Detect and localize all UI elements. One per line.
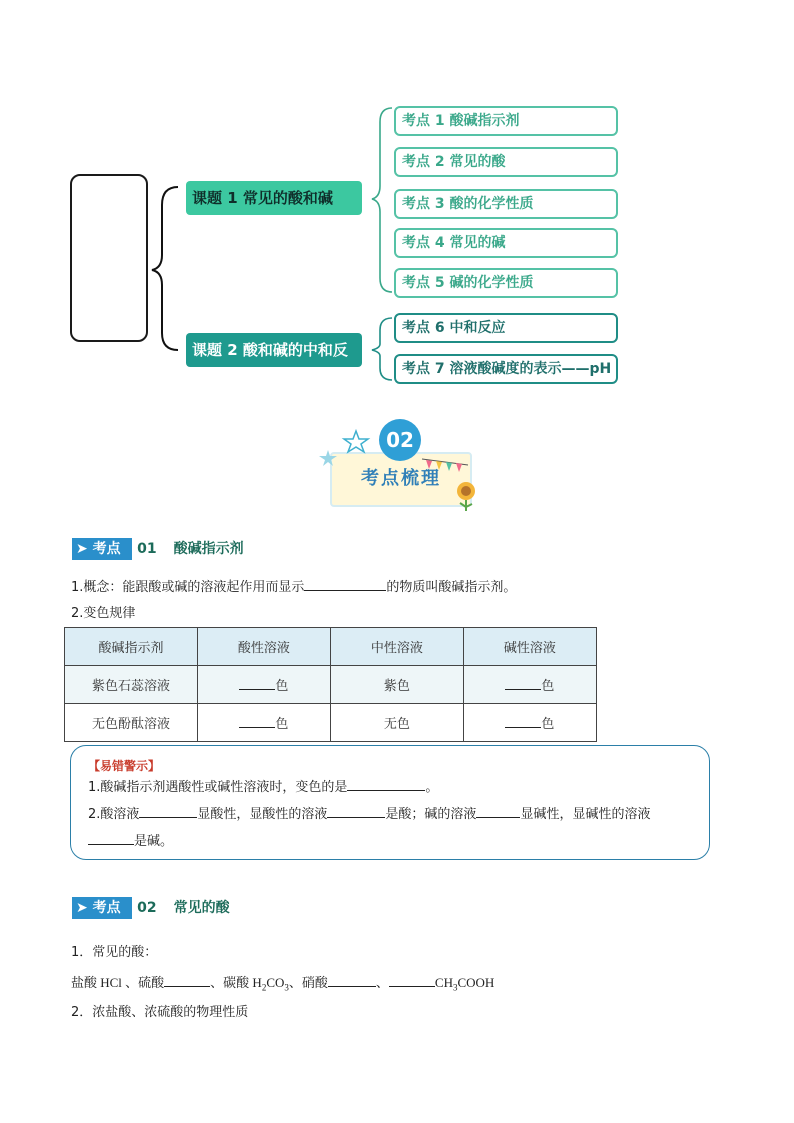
point-label: 考点 5 碱的化学性质 [402,275,534,291]
point-label: 考点 3 酸的化学性质 [402,196,534,212]
common-acids-line [71,972,494,993]
table-header-cell: 中性溶液 [330,628,463,666]
table-cell: 色 [197,704,330,742]
point-box-1 [394,106,618,136]
point-box-3 [394,189,618,219]
lesson-box-2 [186,333,362,393]
point-box-2 [394,147,618,177]
warning-text: 是酸；碱的溶液 [385,807,477,822]
point-label: 考点 4 常见的碱 [402,235,506,251]
table-header-cell: 酸性溶液 [197,628,330,666]
indicator-name: 紫色石蕊溶液 [65,666,198,704]
blank-field[interactable] [88,832,134,845]
concept-text-end: 的物质叫酸碱指示剂。 [386,580,517,595]
point-box-6 [394,313,618,343]
common-acids-heading: 1．常见的酸： [71,945,158,960]
blank-field[interactable] [164,974,210,987]
table-cell: 无色 [330,704,463,742]
warning-title: 【易错警示】 [88,759,161,773]
acid-text: COOH [457,975,495,990]
blank-field[interactable] [239,715,275,728]
warning-text: 显酸性，显酸性的溶液 [197,807,328,822]
concept-line [71,576,516,595]
acid-text: CH [434,975,453,990]
point-box-7 [394,354,618,384]
table-cell: 紫色 [330,666,463,704]
concept-text: 1.概念：能跟酸或碱的溶液起作用而显示 [71,580,305,595]
acid-text: CO [266,975,285,990]
table-header-cell: 酸碱指示剂 [65,628,198,666]
point-label: 考点 7 溶液酸碱度的表示——pH [402,361,612,377]
section-tag: ➤ 考点 [72,897,132,919]
table-row [65,666,597,704]
table-header-cell: 碱性溶液 [463,628,596,666]
acid-text: 盐酸 HCl 、硫酸 [71,975,165,990]
point-label: 考点 1 酸碱指示剂 [402,113,520,129]
point-box-5 [394,268,618,298]
section-title: 酸碱指示剂 [173,541,244,557]
sunflower-stem [460,500,472,511]
section1-header [72,538,244,560]
star-icon [344,431,368,452]
main-bracket-line [152,187,178,350]
blank-field[interactable] [389,974,435,987]
warning-text: 是碱。 [134,834,174,849]
subscript: 2 [261,982,267,993]
warning-text: 显碱性，显碱性的溶液 [520,807,651,822]
blank-field[interactable] [347,778,425,791]
lesson-box-1 [186,181,362,215]
subscript: 3 [452,982,458,993]
table-cell: 色 [463,666,596,704]
blank-field[interactable] [304,578,386,591]
blank-field[interactable] [239,677,275,690]
point-label: 考点 6 中和反应 [402,320,506,336]
blank-field[interactable] [139,805,197,818]
indicator-table [64,627,597,742]
blank-field[interactable] [328,974,376,987]
warning-line-2 [88,803,650,822]
warning-text: 1.酸碱指示剂遇酸性或碱性溶液时，变色的是 [88,780,348,795]
section-tag: ➤ 考点 [72,538,132,560]
badge-number: 02 [379,419,421,461]
table-row [65,704,597,742]
acid-text: 、 [375,975,389,990]
point-box-4 [394,228,618,258]
blank-field[interactable] [505,677,541,690]
section2-header [72,897,230,919]
indicator-name: 无色酚酞溶液 [65,704,198,742]
lesson2-bracket-line [372,318,392,380]
lesson-label: 课题 2 酸和碱的中和反应 [192,341,348,393]
warning-text: 2.酸溶液 [88,807,140,822]
point-label: 考点 2 常见的酸 [402,154,506,170]
section-number: 01 [137,541,157,557]
subscript: 3 [284,982,289,993]
physical-properties-heading: 2．浓盐酸、浓硫酸的物理性质 [71,1005,249,1020]
lesson1-bracket-line [372,108,392,292]
acid-text: 、硝酸 [288,975,328,990]
table-header-row [65,628,597,666]
color-rule-heading: 2.变色规律 [71,606,136,621]
lesson-label: 课题 1 常见的酸和碱 [192,189,333,207]
warning-line-3 [88,830,173,849]
section-number: 02 [137,900,157,916]
warning-text: 。 [425,780,439,795]
table-cell: 色 [197,666,330,704]
blank-field[interactable] [476,805,520,818]
warning-line-1 [88,776,438,795]
blank-field[interactable] [505,715,541,728]
table-cell: 色 [463,704,596,742]
badge-title: 考点梳理 [361,468,441,489]
blank-field[interactable] [327,805,385,818]
section-title: 常见的酸 [173,900,230,916]
acid-text: 、碳酸 H [210,975,262,990]
